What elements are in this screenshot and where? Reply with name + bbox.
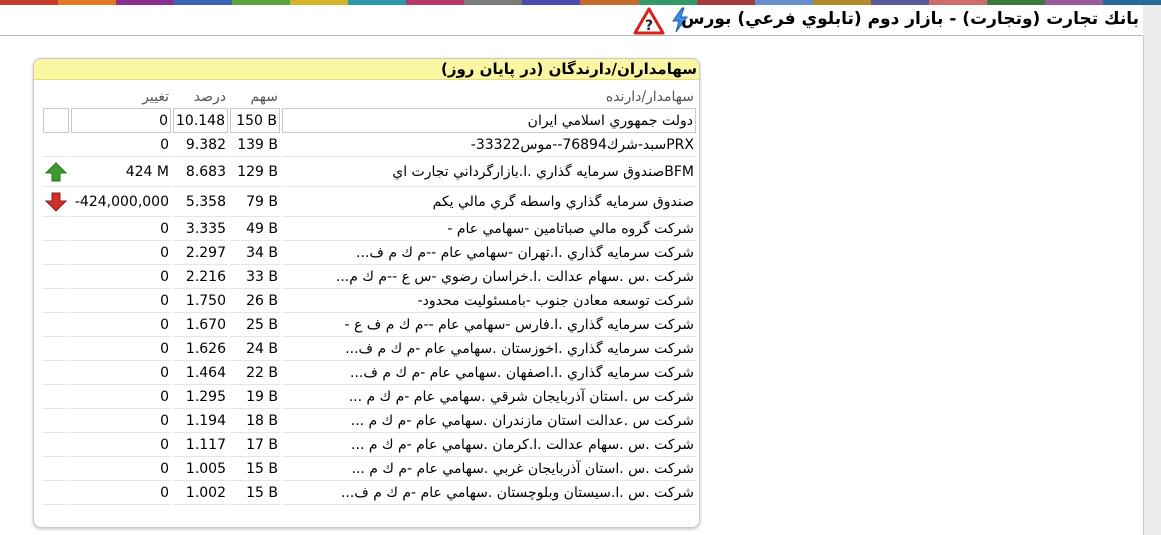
cell-change: 0 xyxy=(71,481,171,505)
cell-change: 0 xyxy=(71,108,171,133)
row-icon-cell xyxy=(43,433,69,457)
cell-percent: 1.295 xyxy=(173,385,228,409)
table-row[interactable] xyxy=(43,409,696,433)
cell-holder-name: شركت س .عدالت استان مازندران .سهامي عام -م ك م ... xyxy=(282,409,696,433)
header-icon-col xyxy=(43,86,69,108)
cell-percent: 1.194 xyxy=(173,409,228,433)
row-icon-cell xyxy=(43,481,69,505)
header-shares: سهم xyxy=(250,89,278,105)
cell-shares: 24 B xyxy=(230,337,280,361)
cell-holder-name: شركت .س .استان آذربايجان غربي .سهامي عام -م ك م ... xyxy=(282,457,696,481)
table-row[interactable] xyxy=(43,187,696,217)
cell-shares: 49 B xyxy=(230,217,280,241)
shareholders-table xyxy=(41,86,698,505)
cell-shares: 26 B xyxy=(230,289,280,313)
cell-holder-name: شركت .س .سهام عدالت .ا.كرمان .سهامي عام -م ك م ... xyxy=(282,433,696,457)
row-icon-cell xyxy=(43,457,69,481)
cell-percent: 5.358 xyxy=(173,187,228,217)
row-icon-cell xyxy=(43,265,69,289)
cell-change: 0 xyxy=(71,337,171,361)
cell-percent: 3.335 xyxy=(173,217,228,241)
window-header xyxy=(0,5,1143,36)
row-icon-cell xyxy=(43,289,69,313)
table-row[interactable] xyxy=(43,433,696,457)
cell-shares: 15 B xyxy=(230,481,280,505)
cell-percent: 8.683 xyxy=(173,157,228,187)
cell-percent: 10.148 xyxy=(173,108,228,133)
cell-holder-name: شركت سرمايه گذاري .ا.اصفهان .سهامي عام -م ك م ف... xyxy=(282,361,696,385)
cell-holder-name: شركت .س .سهام عدالت .ا.خراسان رضوي -س ع --م ك م... xyxy=(282,265,696,289)
cell-change: -424,000,000 xyxy=(71,187,171,217)
page-title: بانك تجارت (وتجارت) - بازار دوم (تابلوي فرعي) بورس xyxy=(681,9,1139,29)
cell-change: 0 xyxy=(71,241,171,265)
cell-shares: 139 B xyxy=(230,133,280,157)
cell-holder-name: شركت توسعه معادن جنوب -بامسئوليت محدود- xyxy=(282,289,696,313)
cell-shares: 25 B xyxy=(230,313,280,337)
cell-holder-name: BFMصندوق سرمايه گذاري .ا.بازارگرداني تجارت اي xyxy=(282,157,696,187)
cell-holder-name: صندوق سرمايه گذاري واسطه گري مالي يكم xyxy=(282,187,696,217)
cell-percent: 1.670 xyxy=(173,313,228,337)
row-icon-cell xyxy=(43,108,69,133)
cell-percent: 9.382 xyxy=(173,133,228,157)
row-icon-cell xyxy=(43,385,69,409)
row-icon-cell xyxy=(43,217,69,241)
table-row[interactable] xyxy=(43,337,696,361)
cell-holder-name: دولت جمهوري اسلامي ايران xyxy=(282,108,696,133)
warning-triangle-question-icon[interactable] xyxy=(633,7,665,35)
header-percent: درصد xyxy=(193,89,226,105)
cell-percent: 1.464 xyxy=(173,361,228,385)
green-up-arrow-icon xyxy=(43,157,69,187)
table-row[interactable] xyxy=(43,265,696,289)
row-icon-cell xyxy=(43,313,69,337)
row-icon-cell xyxy=(43,337,69,361)
table-row[interactable] xyxy=(43,385,696,409)
table-row[interactable] xyxy=(43,108,696,133)
cell-shares: 34 B xyxy=(230,241,280,265)
row-icon-cell xyxy=(43,241,69,265)
cell-holder-name: شركت .س .ا.سيستان وبلوچستان .سهامي عام -م ك م ف... xyxy=(282,481,696,505)
red-down-arrow-icon xyxy=(43,187,69,217)
cell-change: 0 xyxy=(71,265,171,289)
cell-holder-name: شركت سرمايه گذاري .ا.تهران -سهامي عام --م ك م ف... xyxy=(282,241,696,265)
cell-change: 0 xyxy=(71,385,171,409)
cell-shares: 19 B xyxy=(230,385,280,409)
cell-change: 424 M xyxy=(71,157,171,187)
header-change: تغيير xyxy=(142,89,169,105)
table-row[interactable] xyxy=(43,289,696,313)
main-content xyxy=(0,36,1144,535)
row-icon-cell xyxy=(43,133,69,157)
cell-shares: 17 B xyxy=(230,433,280,457)
table-row[interactable] xyxy=(43,133,696,157)
cell-percent: 1.005 xyxy=(173,457,228,481)
table-row[interactable] xyxy=(43,241,696,265)
table-header-row xyxy=(43,86,696,108)
table-row[interactable] xyxy=(43,217,696,241)
cell-percent: 1.626 xyxy=(173,337,228,361)
table-row[interactable] xyxy=(43,457,696,481)
cell-shares: 129 B xyxy=(230,157,280,187)
cell-holder-name: PRXسبد-شرك76894--موس33322- xyxy=(282,133,696,157)
cell-shares: 22 B xyxy=(230,361,280,385)
cell-shares: 18 B xyxy=(230,409,280,433)
row-icon-cell xyxy=(43,361,69,385)
cell-change: 0 xyxy=(71,457,171,481)
cell-holder-name: شركت سرمايه گذاري .ا.فارس -سهامي عام --م ك م ف ع - xyxy=(282,313,696,337)
shareholders-panel xyxy=(33,58,700,528)
svg-text:?: ? xyxy=(644,18,654,34)
cell-change: 0 xyxy=(71,133,171,157)
header-holder: سهامدار/دارنده xyxy=(605,89,694,105)
cell-holder-name: شركت گروه مالي صباتامين -سهامي عام - xyxy=(282,217,696,241)
table-row[interactable] xyxy=(43,361,696,385)
cell-percent: 1.002 xyxy=(173,481,228,505)
row-icon-cell xyxy=(43,409,69,433)
panel-title: سهامداران/دارندگان (در پايان روز) xyxy=(34,59,699,80)
table-row[interactable] xyxy=(43,313,696,337)
cell-change: 0 xyxy=(71,313,171,337)
cell-shares: 150 B xyxy=(230,108,280,133)
cell-change: 0 xyxy=(71,409,171,433)
table-row[interactable] xyxy=(43,481,696,505)
cell-change: 0 xyxy=(71,361,171,385)
cell-percent: 2.216 xyxy=(173,265,228,289)
cell-shares: 33 B xyxy=(230,265,280,289)
cell-change: 0 xyxy=(71,289,171,313)
cell-holder-name: شركت س .استان آذربايجان شرقي .سهامي عام -م ك م ... xyxy=(282,385,696,409)
cell-change: 0 xyxy=(71,433,171,457)
cell-percent: 1.750 xyxy=(173,289,228,313)
cell-percent: 1.117 xyxy=(173,433,228,457)
table-row[interactable] xyxy=(43,157,696,187)
cell-shares: 79 B xyxy=(230,187,280,217)
cell-shares: 15 B xyxy=(230,457,280,481)
cell-percent: 2.297 xyxy=(173,241,228,265)
cell-holder-name: شركت سرمايه گذاري .اخوزستان .سهامي عام -م ك م ف... xyxy=(282,337,696,361)
cell-change: 0 xyxy=(71,217,171,241)
